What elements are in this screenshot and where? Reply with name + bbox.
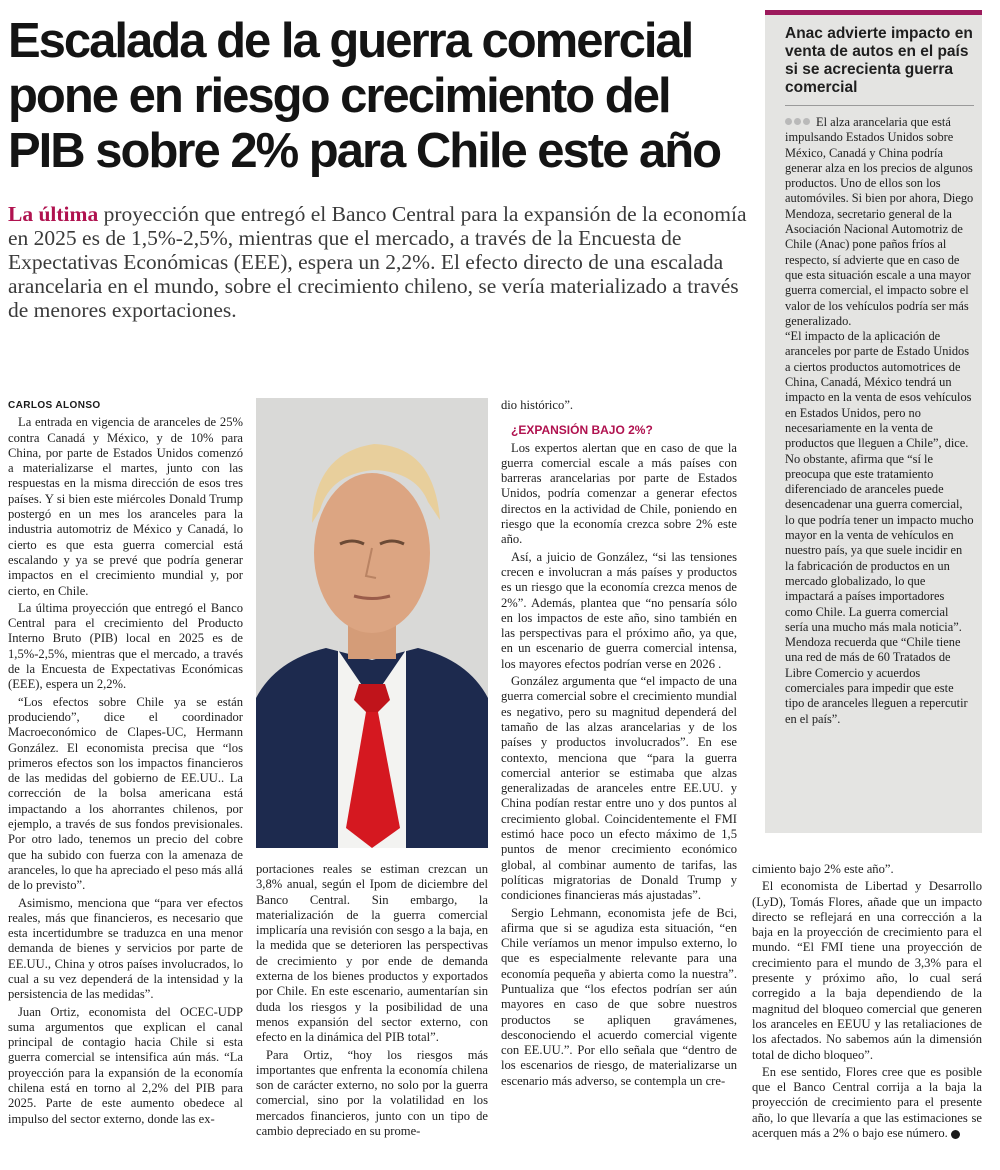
article-column-1 [8,398,243,1129]
article-column-2 [256,862,488,1141]
body-paragraph: Juan Ortiz, economista del OCEC-UDP suma argumentos que explican el canal principal de contagio hacia Chile si esta guerra comercial se intensifica aún más. “La proyección para la expansión de la economía chilena está en torno al 2,2% del PIB para 2025. Parte de este aumento obedece al impulso del sector externo, donde las ex- [8,1004,243,1126]
section-subhead: ¿EXPANSIÓN BAJO 2%? [511,423,653,438]
sidebar-title: Anac advierte impacto en venta de autos en el país si se acrecienta guerra comercial [785,25,974,106]
body-paragraph: Así, a juicio de González, “si las tensiones crecen e involucran a más países y productos es un riesgo que la economía crezca menos de 2%”. Además, plantea que “no pensaría sólo en los impactos de este año, sino también en las perspectivas para el próximo año, ya que, en un escenario de guerra comercial intensa, los mayores efectos podrían verse en 2026 . [501,549,737,671]
article-headline: Escalada de la guerra comercial pone en riesgo crecimiento del PIB sobre 2% para Chile este año [8,14,721,178]
body-paragraph: Los expertos alertan que en caso de que la guerra comercial escale a más países con barreras arancelarias por parte de Estados Unidos, podría comenzar a generar efectos directos en la actividad de Chile, poniendo en riesgo que la economía crezca sobre 2% este año. [501,440,737,547]
body-paragraph: Para Ortiz, “hoy los riesgos más importantes que enfrenta la economía chilena son de carácter externo, no solo por la guerra comercial, sino por la volatilidad en los mercados financieros, junto con un tipo de cambio depreciado en su prome- [256,1047,488,1139]
lead-text: proyección que entregó el Banco Central para la expansión de la economía en 2025 es de 1,5%-2,5%, mientras que el mercado, a través de la Encuesta de Expectativas Económicas (EEE), espera un 2,2%. El efecto directo de una escalada arancelaria en el mundo, sobre el crecimiento chileno, se vería materializado a través de menores exportaciones. [8,202,747,322]
sidebar-paragraph: “El impacto de la aplicación de aranceles por parte de Estado Unidos a ciertos productos automotrices de China, Canadá, México tendrá un impacto en la venta de esos vehículos en Estados Unidos, pero no necesariamente en la venta de productos que lleguen a Chile”, dice. [785,329,972,451]
body-paragraph: cimiento bajo 2% este año”. [752,862,894,876]
body-paragraph-text: En ese sentido, Flores cree que es posible que el Banco Central corrija a la baja la proyección de crecimiento para el presente año, lo que llevaría a que las estimaciones se acerquen más a 2% o bajo ese número. [752,1064,982,1141]
sidebar-paragraph [785,115,974,329]
body-paragraph [752,1065,982,1141]
body-paragraph: Sergio Lehmann, economista jefe de Bci, afirma que si se agudiza esta situación, “en Chile veríamos un menor impulso externo, lo que es especialmente relevante para una economía pequeña y abierta como la nuestra”. Puntualiza que “los efectos podrían ser aún mayores en caso de que sobre nuestros productos se apliquen gravámenes, desconociendo el acuerdo comercial vigente con EE.UU.”. Por ello señala que “dentro de los escenarios de riesgo, de materializarse un escenario más adverso, se contempla un cre- [501,905,737,1088]
bullet-dots-icon [785,115,812,130]
body-paragraph: Asimismo, menciona que “para ver efectos reales, más que financieros, es necesario que esta incertidumbre se traduzca en una menor demanda de bienes y servicios por parte de EE.UU., China y otros países involucrados, lo cual a su vez dependerá de la intensidad y la persistencia de las medidas”. [8,895,243,1002]
article-column-3 [501,398,737,1091]
body-paragraph: “Los efectos sobre Chile ya se están produciendo”, dice el coordinador Macroeconómico de Clapes-UC, Hermann González. El economista precisa que “los primeros efectos son los impactos financieros de las medidas del gobierno de EE.UU.. La corrección de la bolsa americana está impactando a los ahorrantes chilenos, por ejemplo, a través de sus fondos previsionales. Por otro lado, tenemos un precio del cobre que ha subido con fuerza con la amenaza de aranceles, lo que ha apreciado el peso más allá de lo previsto”. [8,694,243,893]
body-paragraph: González argumenta que “el impacto de una guerra comercial sobre el crecimiento mundial es negativo, pero su magnitud dependerá del tamaño de las alzas arancelarias y de los países y productos involucrados”. En ese contexto, menciona que “para la guerra comercial anterior se estimaba que alzas generalizadas de aranceles entre EE.UU. y China podían restar entre uno y dos puntos al crecimiento global. Coincidentemente el FMI estimó hace poco un efecto máximo de 1,5 puntos de menor crecimiento económico global, al combinar aumento de tarifas, las políticas migratorias de Donald Trump y condiciones financieras más ajustadas”. [501,674,737,903]
sidebar-paragraph: Mendoza recuerda que “Chile tiene una red de más de 60 Tratados de Libre Comercio y acuerdos comerciales para impedir que este tipo de aranceles lleguen a repercutir en el país”. [785,635,968,726]
sidebar-body [785,115,974,727]
portrait-image [256,398,488,848]
body-paragraph: La entrada en vigencia de aranceles de 25% contra Canadá y México, y de 10% para China, por parte de Estados Unidos comenzó a materializarse el martes, junto con las respuestas en la misma dirección de esos tres países. Y si bien este miércoles Donald Trump postergó en un mes los aranceles para la industria automotriz de México y Canadá, lo cierto es que esta guerra comercial está escalando y ya se prevé que podría generar impactos en el crecimiento mundial y, por cierto, en Chile. [8,415,243,598]
end-of-article-icon [951,1130,960,1139]
body-paragraph: portaciones reales se estiman crezcan un 3,8% anual, según el Ipom de diciembre del Banco Central. Sin embargo, la materialización de la guerra comercial implicaría una revisión con sesgo a la baja, en la medida que se deterioren las perspectivas de crecimiento y por ende de demanda externa de los bienes productos y exportados por Chile. En este escenario, aumentarían sin duda los riesgos y la posibilidad de una menos expansión del sector externo, con efecto en la dinámica del PIB total”. [256,862,488,1045]
body-paragraph: La última proyección que entregó el Banco Central para el crecimiento del Producto Interno Bruto (PIB) local en 2025 es de 1,5%-2,5%, mientras que el mercado, a través de la Encuesta de Expectativas Económicas (EEE), espera un 2,2%. [8,600,243,692]
article-lead [8,202,753,322]
sidebar-paragraph: No obstante, afirma que “sí le preocupa que este tratamiento diferenciado de aranceles puede desencadenar una guerra comercial, lo que podría tener un impacto mucho mayor en la venta de vehículos en nuestro país, ya que suele incidir en la fabricación de productos en un mercado globalizado, lo que impactará a países importadores como Chile. La guerra comercial sería una mucho más mala noticia”. [785,451,974,634]
sidebar-box [765,10,982,833]
lead-kicker: La última [8,202,99,226]
body-paragraph: El economista de Libertad y Desarrollo (LyD), Tomás Flores, añade que un impacto directo se reflejará en una corrección a la baja en la proyección de crecimiento para el mundo. “El FMI tiene una proyección de crecimiento para el mundo de 3,3% para el presente y próximo año, lo cual será corregido a la baja dependiendo de la magnitud del bloqueo comercial que generen los aranceles en EEUU y las retaliaciones de los afectados. No sabemos aún la dimensión total de dicho bloqueo”. [752,879,982,1062]
article-column-4 [752,862,982,1143]
body-paragraph: dio histórico”. [501,398,574,412]
article-photo [256,398,488,848]
sidebar-paragraph-text: El alza arancelaria que está impulsando Estados Unidos sobre México, Canadá y China podría generar alza en los precios de algunos productos. Uno de ellos son los automóviles. Si bien por ahora, Diego Mendoza, secretario general de la Asociación Nacional Automotriz de Chile (Anac) pone paños fríos al respecto, sí advierte que en caso de que esta situación escale a una mayor guerra comercial, el impacto sobre el valor de los vehículos podría ser más generalizado. [785,115,974,328]
byline: CARLOS ALONSO [8,400,101,411]
